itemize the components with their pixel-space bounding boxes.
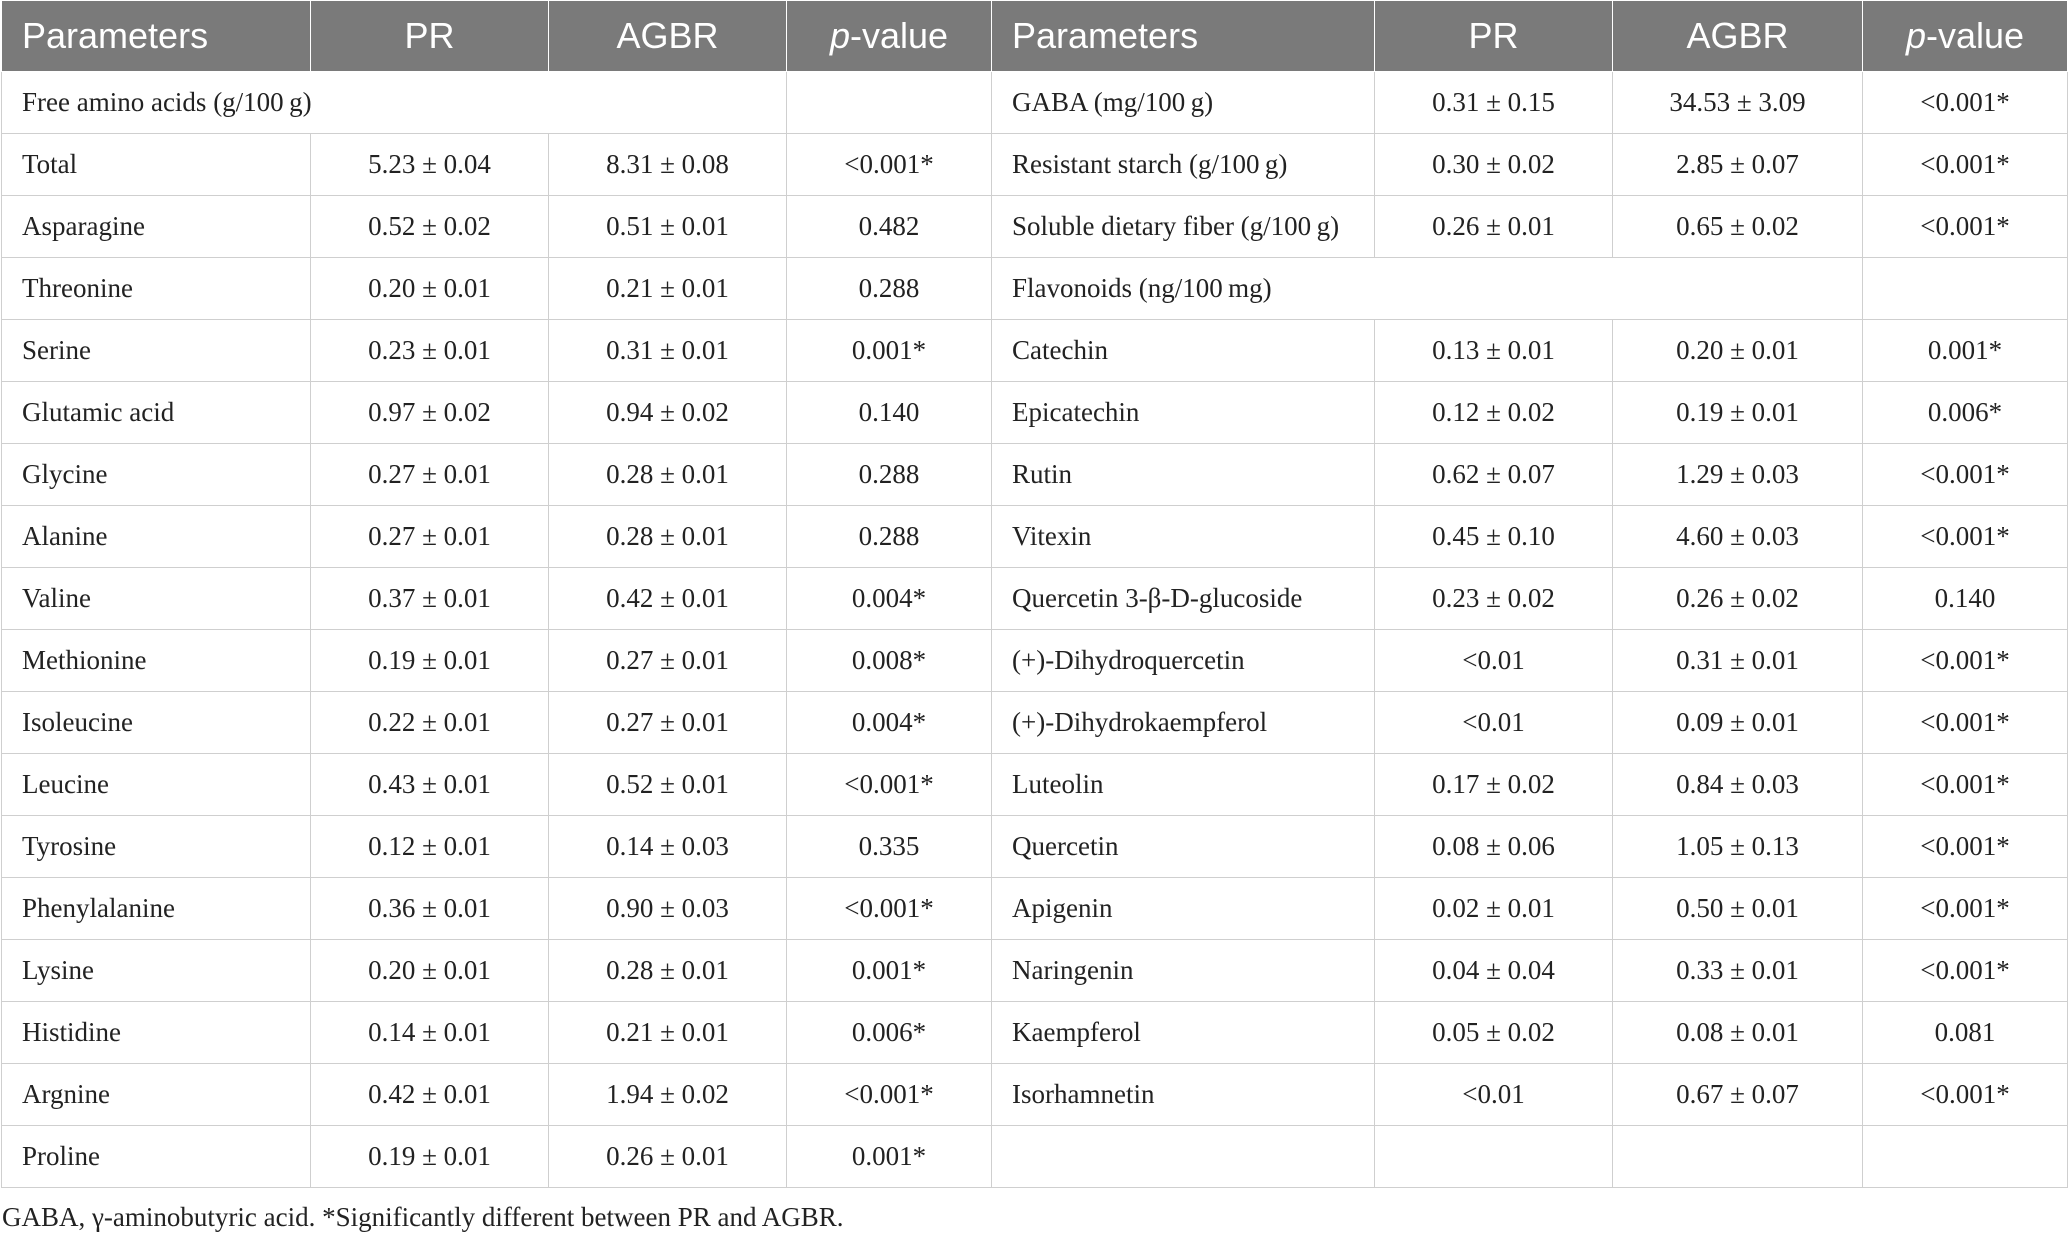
cell-right-parameter: Vitexin: [992, 506, 1375, 568]
table-row: [2, 630, 2068, 692]
cell-right-parameter: Apigenin: [992, 878, 1375, 940]
cell-right-parameter: Quercetin: [992, 816, 1375, 878]
cell-left-agbr: 0.26 ± 0.01: [549, 1126, 787, 1188]
cell-right-pvalue: [1863, 1126, 2068, 1188]
cell-right-parameter: Rutin: [992, 444, 1375, 506]
cell-right-pvalue: [1863, 258, 2068, 320]
cell-left-pvalue: 0.004*: [787, 692, 992, 754]
cell-left-parameter: Histidine: [2, 1002, 311, 1064]
pvalue-suffix: -value: [1925, 15, 2025, 56]
cell-right-pr: 0.26 ± 0.01: [1375, 196, 1613, 258]
cell-right-agbr: 1.05 ± 0.13: [1613, 816, 1863, 878]
cell-right-pvalue: <0.001*: [1863, 940, 2068, 1002]
cell-left-parameter: Isoleucine: [2, 692, 311, 754]
header-agbr-left: AGBR: [549, 1, 787, 72]
cell-left-pvalue: <0.001*: [787, 754, 992, 816]
cell-left-parameter: Valine: [2, 568, 311, 630]
cell-left-agbr: 0.14 ± 0.03: [549, 816, 787, 878]
cell-right-agbr: 0.20 ± 0.01: [1613, 320, 1863, 382]
cell-left-pvalue: 0.004*: [787, 568, 992, 630]
table-row: [2, 444, 2068, 506]
cell-right-parameter: Soluble dietary fiber (g/100 g): [992, 196, 1375, 258]
cell-left-pvalue: <0.001*: [787, 878, 992, 940]
cell-left-agbr: 0.94 ± 0.02: [549, 382, 787, 444]
table-row: [2, 506, 2068, 568]
cell-left-pvalue: 0.288: [787, 258, 992, 320]
cell-right-pvalue: 0.140: [1863, 568, 2068, 630]
header-parameters-left: Parameters: [2, 1, 311, 72]
group-label-right: Flavonoids (ng/100 mg): [992, 258, 1863, 320]
cell-left-parameter: Lysine: [2, 940, 311, 1002]
cell-right-agbr: 4.60 ± 0.03: [1613, 506, 1863, 568]
table-footnote: GABA, γ-aminobutyric acid. *Significantly different between PR and AGBR.: [2, 1202, 844, 1232]
table-row: [2, 134, 2068, 196]
cell-left-pvalue: 0.008*: [787, 630, 992, 692]
cell-left-agbr: 0.28 ± 0.01: [549, 940, 787, 1002]
cell-left-pvalue: <0.001*: [787, 1064, 992, 1126]
cell-left-agbr: 0.90 ± 0.03: [549, 878, 787, 940]
cell-left-parameter: Phenylalanine: [2, 878, 311, 940]
header-row: [2, 1, 2068, 72]
cell-left-parameter: Glutamic acid: [2, 382, 311, 444]
cell-left-pr: 0.97 ± 0.02: [311, 382, 549, 444]
cell-right-parameter: Luteolin: [992, 754, 1375, 816]
cell-left-parameter: Leucine: [2, 754, 311, 816]
cell-left-agbr: 0.42 ± 0.01: [549, 568, 787, 630]
cell-left-pr: 0.37 ± 0.01: [311, 568, 549, 630]
cell-right-pvalue: <0.001*: [1863, 134, 2068, 196]
table-row: [2, 878, 2068, 940]
cell-right-agbr: 2.85 ± 0.07: [1613, 134, 1863, 196]
cell-right-parameter: Resistant starch (g/100 g): [992, 134, 1375, 196]
table-row: [2, 754, 2068, 816]
header-pr-left: PR: [311, 1, 549, 72]
cell-left-agbr: 8.31 ± 0.08: [549, 134, 787, 196]
cell-right-pr: <0.01: [1375, 692, 1613, 754]
cell-left-agbr: 0.28 ± 0.01: [549, 506, 787, 568]
cell-left-agbr: 0.21 ± 0.01: [549, 258, 787, 320]
cell-left-pr: 0.52 ± 0.02: [311, 196, 549, 258]
table-row: [2, 320, 2068, 382]
cell-right-pr: <0.01: [1375, 1064, 1613, 1126]
table-row: [2, 258, 2068, 320]
cell-right-pr: 0.02 ± 0.01: [1375, 878, 1613, 940]
cell-left-pr: 0.43 ± 0.01: [311, 754, 549, 816]
cell-right-pvalue: 0.001*: [1863, 320, 2068, 382]
cell-right-pvalue: <0.001*: [1863, 1064, 2068, 1126]
header-parameters-right: Parameters: [992, 1, 1375, 72]
cell-left-pr: 0.22 ± 0.01: [311, 692, 549, 754]
cell-right-pr: <0.01: [1375, 630, 1613, 692]
cell-right-pvalue: 0.006*: [1863, 382, 2068, 444]
cell-left-pvalue: 0.288: [787, 444, 992, 506]
cell-right-parameter: (+)-Dihydrokaempferol: [992, 692, 1375, 754]
cell-left-pvalue: 0.288: [787, 506, 992, 568]
pvalue-suffix: -value: [849, 15, 949, 56]
table-row: [2, 940, 2068, 1002]
cell-left-pvalue: 0.335: [787, 816, 992, 878]
table-body: [2, 72, 2068, 1188]
cell-right-agbr: [1613, 1126, 1863, 1188]
cell-left-pr: 0.20 ± 0.01: [311, 940, 549, 1002]
cell-right-pr: 0.30 ± 0.02: [1375, 134, 1613, 196]
cell-right-parameter: Epicatechin: [992, 382, 1375, 444]
header-agbr-right: AGBR: [1613, 1, 1863, 72]
cell-right-agbr: 0.09 ± 0.01: [1613, 692, 1863, 754]
cell-left-parameter: Total: [2, 134, 311, 196]
cell-right-pr: 0.13 ± 0.01: [1375, 320, 1613, 382]
cell-left-agbr: 1.94 ± 0.02: [549, 1064, 787, 1126]
table-header: [2, 1, 2068, 72]
cell-right-pvalue: <0.001*: [1863, 444, 2068, 506]
table-row: [2, 196, 2068, 258]
header-pvalue-right: [1863, 1, 2068, 72]
pvalue-italic-p: p: [1905, 15, 1926, 56]
cell-right-pr: [1375, 1126, 1613, 1188]
cell-left-pr: 0.23 ± 0.01: [311, 320, 549, 382]
cell-right-parameter: [992, 1126, 1375, 1188]
cell-right-agbr: 0.84 ± 0.03: [1613, 754, 1863, 816]
cell-right-parameter: Quercetin 3-β-D-glucoside: [992, 568, 1375, 630]
cell-left-agbr: 0.27 ± 0.01: [549, 630, 787, 692]
cell-right-pvalue: <0.001*: [1863, 878, 2068, 940]
cell-right-parameter: Catechin: [992, 320, 1375, 382]
group-label-left: Free amino acids (g/100 g): [2, 72, 787, 134]
cell-left-agbr: 0.51 ± 0.01: [549, 196, 787, 258]
cell-left-parameter: Methionine: [2, 630, 311, 692]
cell-left-pr: 0.36 ± 0.01: [311, 878, 549, 940]
cell-left-pvalue: 0.482: [787, 196, 992, 258]
cell-left-parameter: Argnine: [2, 1064, 311, 1126]
cell-left-parameter: Serine: [2, 320, 311, 382]
cell-left-pr: 0.27 ± 0.01: [311, 444, 549, 506]
table-row: [2, 1002, 2068, 1064]
cell-right-pr: 0.45 ± 0.10: [1375, 506, 1613, 568]
cell-right-pvalue: <0.001*: [1863, 196, 2068, 258]
cell-left-pr: 0.27 ± 0.01: [311, 506, 549, 568]
cell-right-parameter: Naringenin: [992, 940, 1375, 1002]
cell-left-pvalue: <0.001*: [787, 134, 992, 196]
cell-right-pr: 0.23 ± 0.02: [1375, 568, 1613, 630]
cell-left-agbr: 0.31 ± 0.01: [549, 320, 787, 382]
cell-right-pr: 0.17 ± 0.02: [1375, 754, 1613, 816]
cell-right-parameter: Kaempferol: [992, 1002, 1375, 1064]
cell-left-agbr: 0.21 ± 0.01: [549, 1002, 787, 1064]
cell-left-pr: 0.20 ± 0.01: [311, 258, 549, 320]
cell-left-agbr: 0.27 ± 0.01: [549, 692, 787, 754]
cell-left-pr: 0.19 ± 0.01: [311, 1126, 549, 1188]
cell-right-pr: 0.05 ± 0.02: [1375, 1002, 1613, 1064]
cell-left-pr: 0.12 ± 0.01: [311, 816, 549, 878]
cell-right-pvalue: <0.001*: [1863, 72, 2068, 134]
cell-right-agbr: 0.50 ± 0.01: [1613, 878, 1863, 940]
cell-left-parameter: Tyrosine: [2, 816, 311, 878]
data-table: [1, 0, 2068, 1188]
table-row: [2, 1126, 2068, 1188]
cell-right-pr: 0.12 ± 0.02: [1375, 382, 1613, 444]
cell-left-parameter: Asparagine: [2, 196, 311, 258]
cell-right-pr: 0.62 ± 0.07: [1375, 444, 1613, 506]
cell-right-pvalue: <0.001*: [1863, 754, 2068, 816]
header-pvalue-left: [787, 1, 992, 72]
cell-right-agbr: 0.26 ± 0.02: [1613, 568, 1863, 630]
cell-left-parameter: Threonine: [2, 258, 311, 320]
cell-left-pvalue: 0.001*: [787, 940, 992, 1002]
cell-right-pr: 0.31 ± 0.15: [1375, 72, 1613, 134]
cell-left-pr: 0.19 ± 0.01: [311, 630, 549, 692]
cell-left-pvalue: 0.006*: [787, 1002, 992, 1064]
cell-left-pvalue: 0.140: [787, 382, 992, 444]
cell-right-agbr: 0.67 ± 0.07: [1613, 1064, 1863, 1126]
cell-right-pvalue: <0.001*: [1863, 816, 2068, 878]
pvalue-italic-p: p: [829, 15, 850, 56]
cell-right-agbr: 0.08 ± 0.01: [1613, 1002, 1863, 1064]
cell-right-pvalue: <0.001*: [1863, 630, 2068, 692]
cell-right-pvalue: 0.081: [1863, 1002, 2068, 1064]
table-row: [2, 568, 2068, 630]
cell-right-agbr: 34.53 ± 3.09: [1613, 72, 1863, 134]
cell-left-pvalue: 0.001*: [787, 320, 992, 382]
cell-right-parameter: GABA (mg/100 g): [992, 72, 1375, 134]
cell-left-pr: 0.42 ± 0.01: [311, 1064, 549, 1126]
cell-left-pvalue: 0.001*: [787, 1126, 992, 1188]
cell-left-parameter: Proline: [2, 1126, 311, 1188]
table-row: [2, 816, 2068, 878]
cell-right-agbr: 0.65 ± 0.02: [1613, 196, 1863, 258]
table-row: [2, 72, 2068, 134]
cell-left-agbr: 0.28 ± 0.01: [549, 444, 787, 506]
cell-right-pvalue: <0.001*: [1863, 506, 2068, 568]
table-row: [2, 692, 2068, 754]
cell-left-agbr: 0.52 ± 0.01: [549, 754, 787, 816]
table-row: [2, 1064, 2068, 1126]
cell-left-parameter: Alanine: [2, 506, 311, 568]
cell-right-pvalue: <0.001*: [1863, 692, 2068, 754]
cell-right-agbr: 0.31 ± 0.01: [1613, 630, 1863, 692]
cell-left-pvalue: [787, 72, 992, 134]
cell-right-agbr: 1.29 ± 0.03: [1613, 444, 1863, 506]
cell-left-parameter: Glycine: [2, 444, 311, 506]
table-row: [2, 382, 2068, 444]
cell-right-pr: 0.04 ± 0.04: [1375, 940, 1613, 1002]
cell-right-agbr: 0.33 ± 0.01: [1613, 940, 1863, 1002]
cell-right-agbr: 0.19 ± 0.01: [1613, 382, 1863, 444]
cell-right-parameter: Isorhamnetin: [992, 1064, 1375, 1126]
header-pr-right: PR: [1375, 1, 1613, 72]
cell-left-pr: 0.14 ± 0.01: [311, 1002, 549, 1064]
cell-right-pr: 0.08 ± 0.06: [1375, 816, 1613, 878]
cell-left-pr: 5.23 ± 0.04: [311, 134, 549, 196]
cell-right-parameter: (+)-Dihydroquercetin: [992, 630, 1375, 692]
